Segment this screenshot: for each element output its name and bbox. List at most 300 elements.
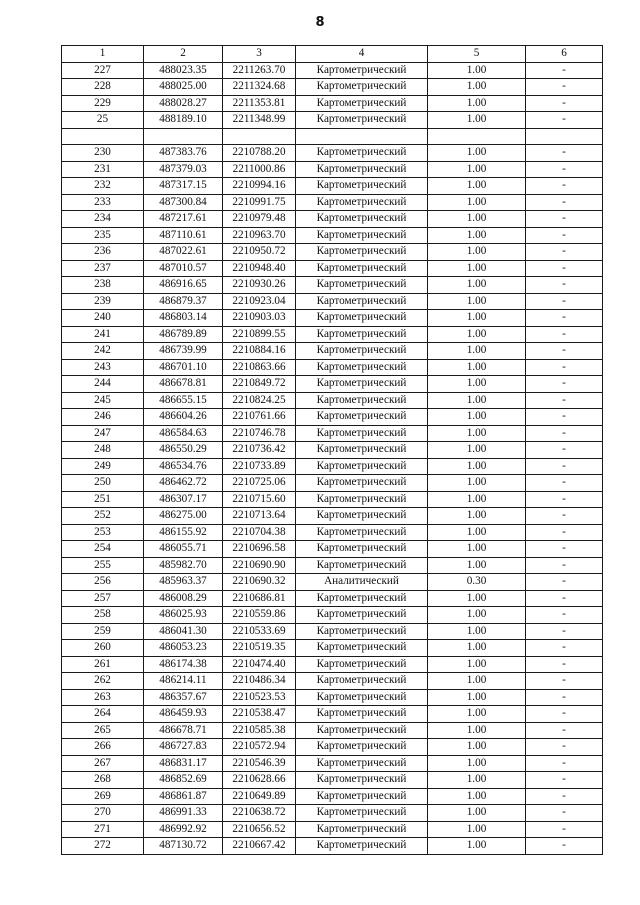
table-row xyxy=(62,112,603,129)
note-cell: - xyxy=(526,772,603,789)
method-cell: Картометрический xyxy=(296,95,428,112)
column-header: 2 xyxy=(144,46,223,63)
accuracy-cell: 1.00 xyxy=(428,343,526,360)
note-cell: - xyxy=(526,574,603,591)
table-row xyxy=(62,128,603,145)
y-coordinate-cell: 2210824.25 xyxy=(223,392,296,409)
note-cell: - xyxy=(526,821,603,838)
note-cell: - xyxy=(526,376,603,393)
note-cell: - xyxy=(526,508,603,525)
accuracy-cell: 1.00 xyxy=(428,739,526,756)
accuracy-cell xyxy=(428,128,526,145)
y-coordinate-cell: 2210948.40 xyxy=(223,260,296,277)
point-number-cell: 241 xyxy=(62,326,144,343)
table-row xyxy=(62,211,603,228)
table-row xyxy=(62,656,603,673)
x-coordinate-cell: 486275.00 xyxy=(144,508,223,525)
x-coordinate-cell: 486053.23 xyxy=(144,640,223,657)
note-cell: - xyxy=(526,244,603,261)
point-number-cell: 260 xyxy=(62,640,144,657)
method-cell: Картометрический xyxy=(296,640,428,657)
note-cell: - xyxy=(526,79,603,96)
x-coordinate-cell: 488189.10 xyxy=(144,112,223,129)
method-cell: Картометрический xyxy=(296,788,428,805)
accuracy-cell: 1.00 xyxy=(428,805,526,822)
method-cell: Картометрический xyxy=(296,458,428,475)
table-row xyxy=(62,821,603,838)
x-coordinate-cell xyxy=(144,128,223,145)
point-number-cell: 246 xyxy=(62,409,144,426)
point-number-cell: 252 xyxy=(62,508,144,525)
y-coordinate-cell: 2210725.06 xyxy=(223,475,296,492)
x-coordinate-cell: 487217.61 xyxy=(144,211,223,228)
accuracy-cell: 1.00 xyxy=(428,79,526,96)
y-coordinate-cell: 2210923.04 xyxy=(223,293,296,310)
accuracy-cell: 1.00 xyxy=(428,821,526,838)
method-cell: Картометрический xyxy=(296,442,428,459)
note-cell: - xyxy=(526,590,603,607)
y-coordinate-cell: 2210713.64 xyxy=(223,508,296,525)
note-cell: - xyxy=(526,178,603,195)
note-cell: - xyxy=(526,326,603,343)
point-number-cell: 263 xyxy=(62,689,144,706)
x-coordinate-cell: 487022.61 xyxy=(144,244,223,261)
method-cell: Картометрический xyxy=(296,508,428,525)
y-coordinate-cell: 2210546.39 xyxy=(223,755,296,772)
method-cell: Картометрический xyxy=(296,326,428,343)
accuracy-cell: 1.00 xyxy=(428,178,526,195)
accuracy-cell: 1.00 xyxy=(428,376,526,393)
table-row xyxy=(62,541,603,558)
method-cell: Картометрический xyxy=(296,260,428,277)
y-coordinate-cell: 2210519.35 xyxy=(223,640,296,657)
y-coordinate-cell: 2210746.78 xyxy=(223,425,296,442)
table-row xyxy=(62,458,603,475)
note-cell: - xyxy=(526,739,603,756)
accuracy-cell: 1.00 xyxy=(428,557,526,574)
point-number-cell: 239 xyxy=(62,293,144,310)
note-cell: - xyxy=(526,475,603,492)
note-cell: - xyxy=(526,458,603,475)
x-coordinate-cell: 486727.83 xyxy=(144,739,223,756)
method-cell: Картометрический xyxy=(296,491,428,508)
table-row xyxy=(62,508,603,525)
point-number-cell: 259 xyxy=(62,623,144,640)
point-number-cell: 247 xyxy=(62,425,144,442)
point-number-cell: 262 xyxy=(62,673,144,690)
note-cell: - xyxy=(526,656,603,673)
accuracy-cell: 1.00 xyxy=(428,310,526,327)
point-number-cell: 269 xyxy=(62,788,144,805)
table-row xyxy=(62,409,603,426)
y-coordinate-cell xyxy=(223,128,296,145)
y-coordinate-cell: 2211348.99 xyxy=(223,112,296,129)
y-coordinate-cell: 2210559.86 xyxy=(223,607,296,624)
accuracy-cell: 0.30 xyxy=(428,574,526,591)
table-row xyxy=(62,376,603,393)
page-number: 8 xyxy=(315,15,325,30)
y-coordinate-cell: 2210523.53 xyxy=(223,689,296,706)
y-coordinate-cell: 2210903.03 xyxy=(223,310,296,327)
accuracy-cell: 1.00 xyxy=(428,409,526,426)
point-number-cell: 256 xyxy=(62,574,144,591)
note-cell: - xyxy=(526,310,603,327)
accuracy-cell: 1.00 xyxy=(428,458,526,475)
x-coordinate-cell: 486803.14 xyxy=(144,310,223,327)
method-cell: Картометрический xyxy=(296,178,428,195)
table-row xyxy=(62,194,603,211)
method-cell: Картометрический xyxy=(296,557,428,574)
y-coordinate-cell: 2210963.70 xyxy=(223,227,296,244)
table-row xyxy=(62,689,603,706)
x-coordinate-cell: 486678.71 xyxy=(144,722,223,739)
accuracy-cell: 1.00 xyxy=(428,145,526,162)
y-coordinate-cell: 2210690.90 xyxy=(223,557,296,574)
y-coordinate-cell: 2210638.72 xyxy=(223,805,296,822)
y-coordinate-cell: 2210849.72 xyxy=(223,376,296,393)
table-row xyxy=(62,673,603,690)
note-cell: - xyxy=(526,359,603,376)
x-coordinate-cell: 486655.15 xyxy=(144,392,223,409)
y-coordinate-cell: 2210715.60 xyxy=(223,491,296,508)
note-cell: - xyxy=(526,277,603,294)
accuracy-cell: 1.00 xyxy=(428,442,526,459)
note-cell: - xyxy=(526,689,603,706)
point-number-cell: 271 xyxy=(62,821,144,838)
note-cell: - xyxy=(526,260,603,277)
point-number-cell: 234 xyxy=(62,211,144,228)
accuracy-cell: 1.00 xyxy=(428,623,526,640)
point-number-cell: 257 xyxy=(62,590,144,607)
accuracy-cell: 1.00 xyxy=(428,392,526,409)
point-number-cell: 270 xyxy=(62,805,144,822)
method-cell: Картометрический xyxy=(296,772,428,789)
table-row xyxy=(62,227,603,244)
table-row xyxy=(62,772,603,789)
x-coordinate-cell: 486789.89 xyxy=(144,326,223,343)
method-cell: Картометрический xyxy=(296,79,428,96)
note-cell: - xyxy=(526,640,603,657)
method-cell: Картометрический xyxy=(296,821,428,838)
table-row xyxy=(62,524,603,541)
note-cell: - xyxy=(526,409,603,426)
point-number-cell: 268 xyxy=(62,772,144,789)
table-row xyxy=(62,293,603,310)
point-number-cell: 227 xyxy=(62,62,144,79)
accuracy-cell: 1.00 xyxy=(428,706,526,723)
table-row xyxy=(62,425,603,442)
x-coordinate-cell: 486831.17 xyxy=(144,755,223,772)
x-coordinate-cell: 486155.92 xyxy=(144,524,223,541)
table-row xyxy=(62,79,603,96)
point-number-cell: 242 xyxy=(62,343,144,360)
x-coordinate-cell: 487379.03 xyxy=(144,161,223,178)
accuracy-cell: 1.00 xyxy=(428,194,526,211)
table-row xyxy=(62,277,603,294)
accuracy-cell: 1.00 xyxy=(428,491,526,508)
accuracy-cell: 1.00 xyxy=(428,326,526,343)
method-cell: Картометрический xyxy=(296,656,428,673)
accuracy-cell: 1.00 xyxy=(428,359,526,376)
x-coordinate-cell: 486534.76 xyxy=(144,458,223,475)
table-row xyxy=(62,722,603,739)
method-cell: Картометрический xyxy=(296,805,428,822)
accuracy-cell: 1.00 xyxy=(428,211,526,228)
point-number-cell: 264 xyxy=(62,706,144,723)
method-cell: Картометрический xyxy=(296,227,428,244)
accuracy-cell: 1.00 xyxy=(428,161,526,178)
method-cell: Картометрический xyxy=(296,145,428,162)
point-number-cell: 245 xyxy=(62,392,144,409)
table-row xyxy=(62,392,603,409)
y-coordinate-cell: 2210667.42 xyxy=(223,838,296,855)
x-coordinate-cell: 487010.57 xyxy=(144,260,223,277)
accuracy-cell: 1.00 xyxy=(428,838,526,855)
accuracy-cell: 1.00 xyxy=(428,112,526,129)
point-number-cell: 258 xyxy=(62,607,144,624)
point-number-cell: 251 xyxy=(62,491,144,508)
accuracy-cell: 1.00 xyxy=(428,689,526,706)
accuracy-cell: 1.00 xyxy=(428,541,526,558)
note-cell: - xyxy=(526,95,603,112)
point-number-cell: 240 xyxy=(62,310,144,327)
x-coordinate-cell: 487383.76 xyxy=(144,145,223,162)
note-cell: - xyxy=(526,425,603,442)
x-coordinate-cell: 487130.72 xyxy=(144,838,223,855)
accuracy-cell: 1.00 xyxy=(428,640,526,657)
accuracy-cell: 1.00 xyxy=(428,62,526,79)
method-cell: Картометрический xyxy=(296,755,428,772)
table-row xyxy=(62,805,603,822)
point-number-cell: 229 xyxy=(62,95,144,112)
accuracy-cell: 1.00 xyxy=(428,607,526,624)
method-cell: Картометрический xyxy=(296,541,428,558)
table-row xyxy=(62,145,603,162)
table-row xyxy=(62,574,603,591)
accuracy-cell: 1.00 xyxy=(428,260,526,277)
table-header-row xyxy=(62,46,603,63)
x-coordinate-cell: 488023.35 xyxy=(144,62,223,79)
note-cell: - xyxy=(526,211,603,228)
point-number-cell: 231 xyxy=(62,161,144,178)
accuracy-cell: 1.00 xyxy=(428,524,526,541)
note-cell: - xyxy=(526,755,603,772)
x-coordinate-cell: 486852.69 xyxy=(144,772,223,789)
note-cell: - xyxy=(526,194,603,211)
method-cell: Картометрический xyxy=(296,673,428,690)
x-coordinate-cell: 486307.17 xyxy=(144,491,223,508)
y-coordinate-cell: 2210538.47 xyxy=(223,706,296,723)
accuracy-cell: 1.00 xyxy=(428,227,526,244)
x-coordinate-cell: 486992.92 xyxy=(144,821,223,838)
note-cell: - xyxy=(526,293,603,310)
method-cell: Картометрический xyxy=(296,194,428,211)
x-coordinate-cell: 486055.71 xyxy=(144,541,223,558)
y-coordinate-cell: 2210733.89 xyxy=(223,458,296,475)
accuracy-cell: 1.00 xyxy=(428,425,526,442)
accuracy-cell: 1.00 xyxy=(428,722,526,739)
y-coordinate-cell: 2210930.26 xyxy=(223,277,296,294)
note-cell: - xyxy=(526,227,603,244)
method-cell: Картометрический xyxy=(296,277,428,294)
accuracy-cell: 1.00 xyxy=(428,293,526,310)
note-cell: - xyxy=(526,673,603,690)
x-coordinate-cell: 485982.70 xyxy=(144,557,223,574)
table-row xyxy=(62,475,603,492)
method-cell: Картометрический xyxy=(296,739,428,756)
table-row xyxy=(62,557,603,574)
note-cell: - xyxy=(526,62,603,79)
column-header: 6 xyxy=(526,46,603,63)
method-cell: Картометрический xyxy=(296,409,428,426)
note-cell: - xyxy=(526,343,603,360)
column-header: 4 xyxy=(296,46,428,63)
note-cell: - xyxy=(526,541,603,558)
x-coordinate-cell: 488025.00 xyxy=(144,79,223,96)
x-coordinate-cell: 488028.27 xyxy=(144,95,223,112)
x-coordinate-cell: 486861.87 xyxy=(144,788,223,805)
table-row xyxy=(62,640,603,657)
y-coordinate-cell: 2210899.55 xyxy=(223,326,296,343)
table-row xyxy=(62,623,603,640)
point-number-cell: 267 xyxy=(62,755,144,772)
note-cell xyxy=(526,128,603,145)
y-coordinate-cell: 2210690.32 xyxy=(223,574,296,591)
table-row xyxy=(62,442,603,459)
point-number-cell: 25 xyxy=(62,112,144,129)
accuracy-cell: 1.00 xyxy=(428,590,526,607)
point-number-cell: 243 xyxy=(62,359,144,376)
table-row xyxy=(62,310,603,327)
method-cell xyxy=(296,128,428,145)
method-cell: Картометрический xyxy=(296,392,428,409)
table-row xyxy=(62,491,603,508)
y-coordinate-cell: 2210979.48 xyxy=(223,211,296,228)
x-coordinate-cell: 486991.33 xyxy=(144,805,223,822)
x-coordinate-cell: 487110.61 xyxy=(144,227,223,244)
note-cell: - xyxy=(526,805,603,822)
x-coordinate-cell: 486604.26 xyxy=(144,409,223,426)
point-number-cell: 228 xyxy=(62,79,144,96)
y-coordinate-cell: 2210474.40 xyxy=(223,656,296,673)
accuracy-cell: 1.00 xyxy=(428,788,526,805)
method-cell: Картометрический xyxy=(296,376,428,393)
point-number-cell: 230 xyxy=(62,145,144,162)
table-row xyxy=(62,62,603,79)
method-cell: Картометрический xyxy=(296,706,428,723)
x-coordinate-cell: 486462.72 xyxy=(144,475,223,492)
point-number-cell xyxy=(62,128,144,145)
method-cell: Картометрический xyxy=(296,62,428,79)
x-coordinate-cell: 486357.67 xyxy=(144,689,223,706)
y-coordinate-cell: 2210994.16 xyxy=(223,178,296,195)
note-cell: - xyxy=(526,145,603,162)
method-cell: Картометрический xyxy=(296,623,428,640)
table-row xyxy=(62,343,603,360)
table-row xyxy=(62,244,603,261)
y-coordinate-cell: 2211324.68 xyxy=(223,79,296,96)
note-cell: - xyxy=(526,722,603,739)
accuracy-cell: 1.00 xyxy=(428,772,526,789)
y-coordinate-cell: 2210788.20 xyxy=(223,145,296,162)
table-row xyxy=(62,326,603,343)
y-coordinate-cell: 2210656.52 xyxy=(223,821,296,838)
y-coordinate-cell: 2211353.81 xyxy=(223,95,296,112)
method-cell: Картометрический xyxy=(296,689,428,706)
note-cell: - xyxy=(526,392,603,409)
x-coordinate-cell: 486739.99 xyxy=(144,343,223,360)
y-coordinate-cell: 2211000.86 xyxy=(223,161,296,178)
table-row xyxy=(62,161,603,178)
table-row xyxy=(62,755,603,772)
y-coordinate-cell: 2210572.94 xyxy=(223,739,296,756)
point-number-cell: 265 xyxy=(62,722,144,739)
y-coordinate-cell: 2210991.75 xyxy=(223,194,296,211)
table-row xyxy=(62,95,603,112)
note-cell: - xyxy=(526,623,603,640)
accuracy-cell: 1.00 xyxy=(428,755,526,772)
y-coordinate-cell: 2210761.66 xyxy=(223,409,296,426)
note-cell: - xyxy=(526,491,603,508)
point-number-cell: 266 xyxy=(62,739,144,756)
table-row xyxy=(62,260,603,277)
x-coordinate-cell: 486214.11 xyxy=(144,673,223,690)
method-cell: Картометрический xyxy=(296,590,428,607)
method-cell: Картометрический xyxy=(296,722,428,739)
point-number-cell: 255 xyxy=(62,557,144,574)
method-cell: Картометрический xyxy=(296,310,428,327)
y-coordinate-cell: 2210696.58 xyxy=(223,541,296,558)
point-number-cell: 244 xyxy=(62,376,144,393)
x-coordinate-cell: 487317.15 xyxy=(144,178,223,195)
point-number-cell: 238 xyxy=(62,277,144,294)
x-coordinate-cell: 485963.37 xyxy=(144,574,223,591)
method-cell: Картометрический xyxy=(296,293,428,310)
table-row xyxy=(62,178,603,195)
coordinates-table xyxy=(61,45,603,855)
method-cell: Картометрический xyxy=(296,211,428,228)
point-number-cell: 249 xyxy=(62,458,144,475)
y-coordinate-cell: 2210950.72 xyxy=(223,244,296,261)
note-cell: - xyxy=(526,161,603,178)
table-row xyxy=(62,607,603,624)
method-cell: Картометрический xyxy=(296,161,428,178)
y-coordinate-cell: 2210704.38 xyxy=(223,524,296,541)
point-number-cell: 250 xyxy=(62,475,144,492)
x-coordinate-cell: 486879.37 xyxy=(144,293,223,310)
x-coordinate-cell: 486584.63 xyxy=(144,425,223,442)
point-number-cell: 253 xyxy=(62,524,144,541)
y-coordinate-cell: 2210884.16 xyxy=(223,343,296,360)
x-coordinate-cell: 486701.10 xyxy=(144,359,223,376)
y-coordinate-cell: 2210585.38 xyxy=(223,722,296,739)
x-coordinate-cell: 486678.81 xyxy=(144,376,223,393)
table-row xyxy=(62,590,603,607)
x-coordinate-cell: 486025.93 xyxy=(144,607,223,624)
y-coordinate-cell: 2210686.81 xyxy=(223,590,296,607)
x-coordinate-cell: 486459.93 xyxy=(144,706,223,723)
method-cell: Картометрический xyxy=(296,607,428,624)
accuracy-cell: 1.00 xyxy=(428,95,526,112)
method-cell: Картометрический xyxy=(296,524,428,541)
note-cell: - xyxy=(526,706,603,723)
method-cell: Картометрический xyxy=(296,112,428,129)
note-cell: - xyxy=(526,524,603,541)
accuracy-cell: 1.00 xyxy=(428,673,526,690)
method-cell: Аналитический xyxy=(296,574,428,591)
note-cell: - xyxy=(526,838,603,855)
y-coordinate-cell: 2210649.89 xyxy=(223,788,296,805)
